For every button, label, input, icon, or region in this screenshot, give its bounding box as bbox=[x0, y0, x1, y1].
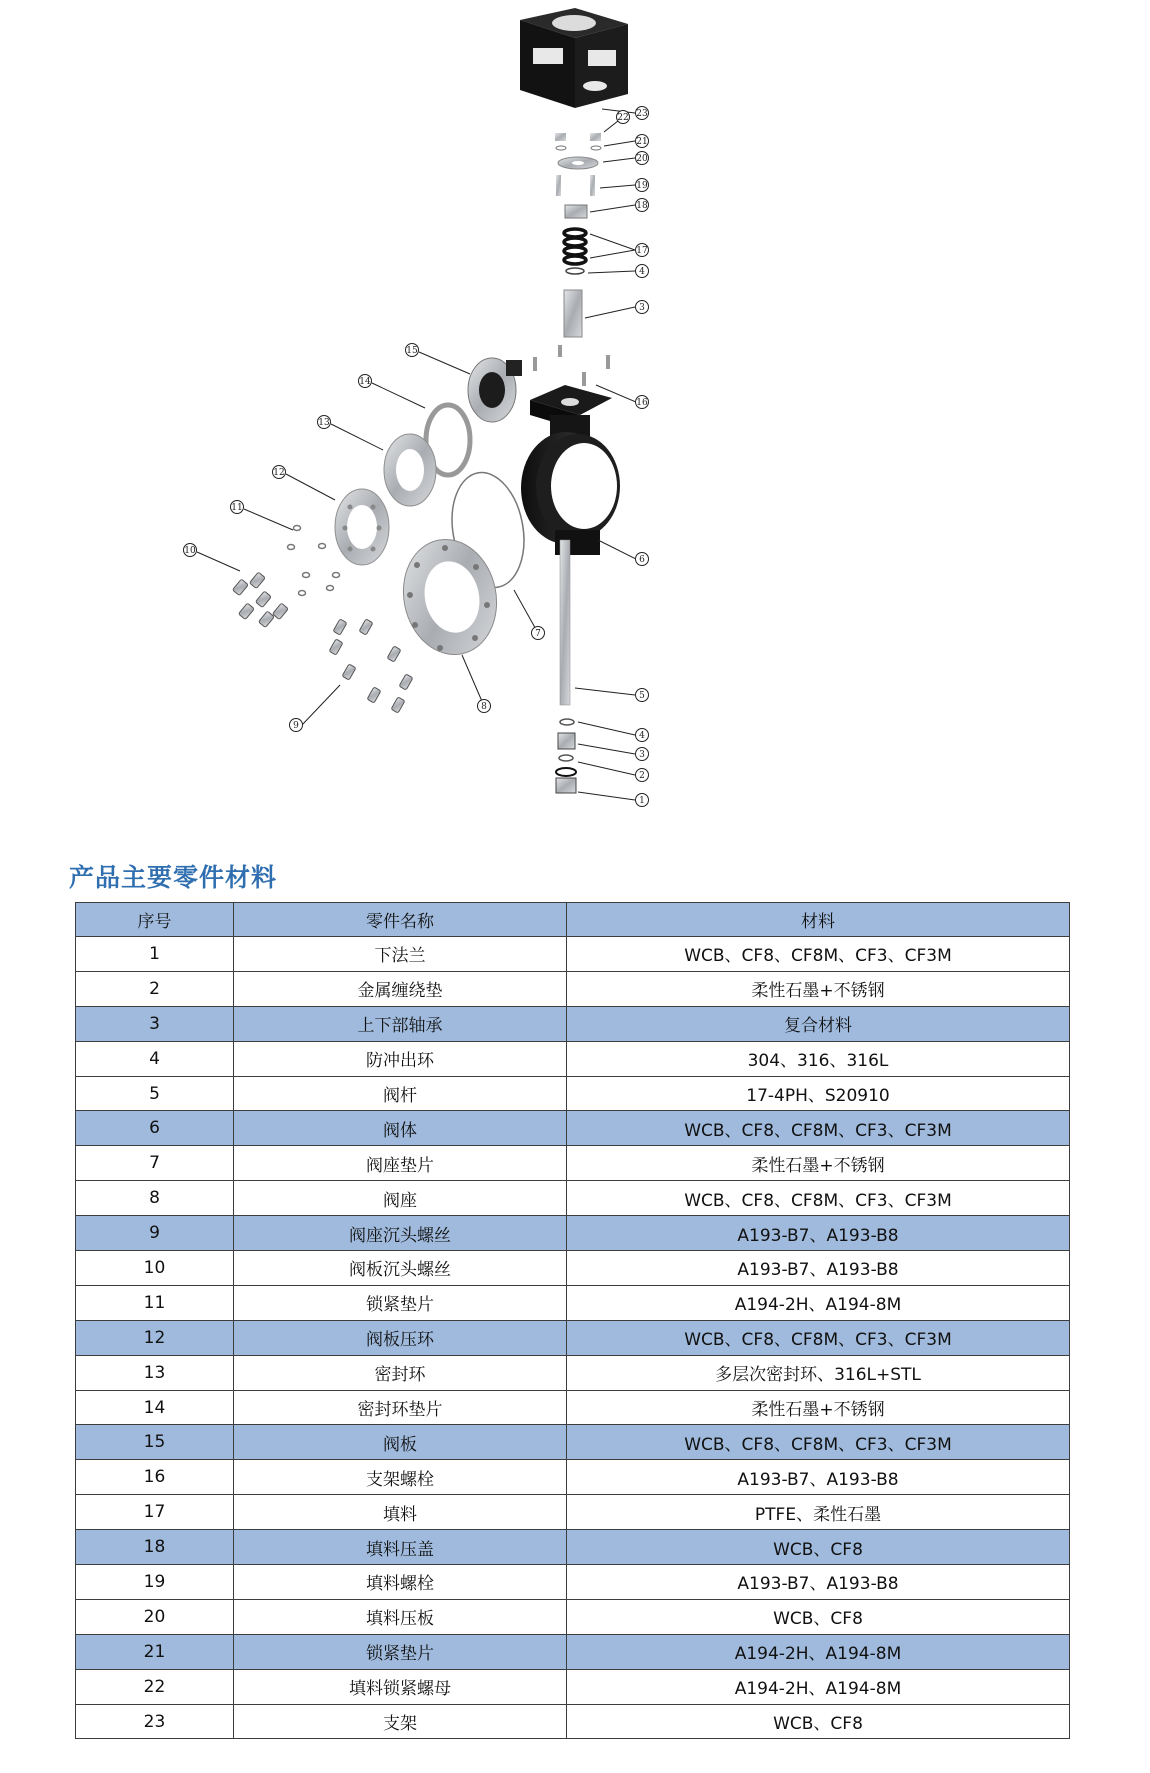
parts-material-table bbox=[75, 902, 1070, 1739]
cell-number: 11 bbox=[76, 1285, 234, 1320]
disc-screws-part bbox=[232, 572, 288, 628]
callout-3-lower: 3 bbox=[639, 750, 645, 760]
table-row bbox=[76, 1285, 1070, 1320]
cell-material: 复合材料 bbox=[567, 1006, 1070, 1041]
table-row bbox=[76, 1146, 1070, 1181]
cell-part-name: 金属缠绕垫 bbox=[234, 971, 567, 1006]
pressure-ring-part bbox=[335, 489, 389, 565]
lock-washers-part bbox=[288, 526, 340, 596]
valve-body-part bbox=[521, 385, 620, 555]
cell-part-name: 锁紧垫片 bbox=[234, 1285, 567, 1320]
table-header-row bbox=[76, 903, 1070, 937]
table-row bbox=[76, 1565, 1070, 1600]
cell-material: A194-2H、A194-8M bbox=[567, 1285, 1070, 1320]
table-row bbox=[76, 1355, 1070, 1390]
cell-part-name: 填料螺栓 bbox=[234, 1565, 567, 1600]
callout-15: 15 bbox=[406, 346, 418, 356]
callout-4-upper: 4 bbox=[639, 267, 645, 277]
cell-part-name: 阀板沉头螺丝 bbox=[234, 1251, 567, 1286]
cell-number: 6 bbox=[76, 1111, 234, 1146]
table-row bbox=[76, 1320, 1070, 1355]
callout-14: 14 bbox=[359, 377, 371, 387]
callout-22: 22 bbox=[617, 113, 629, 123]
callout-5: 5 bbox=[639, 691, 645, 701]
cell-material: WCB、CF8 bbox=[567, 1530, 1070, 1565]
cell-number: 15 bbox=[76, 1425, 234, 1460]
cell-material: 柔性石墨+不锈钢 bbox=[567, 1390, 1070, 1425]
bracket-part bbox=[520, 8, 628, 108]
table-row bbox=[76, 1390, 1070, 1425]
seat-part bbox=[393, 531, 507, 664]
callout-6: 6 bbox=[639, 555, 645, 565]
table-row bbox=[76, 1076, 1070, 1111]
cell-number: 8 bbox=[76, 1181, 234, 1216]
cell-number: 7 bbox=[76, 1146, 234, 1181]
cell-part-name: 密封环垫片 bbox=[234, 1390, 567, 1425]
cell-part-name: 支架 bbox=[234, 1704, 567, 1739]
callout-10: 10 bbox=[184, 546, 196, 556]
callout-20: 20 bbox=[636, 154, 648, 164]
cell-material: WCB、CF8、CF8M、CF3、CF3M bbox=[567, 1425, 1070, 1460]
cell-part-name: 阀杆 bbox=[234, 1076, 567, 1111]
callout-19: 19 bbox=[636, 181, 648, 191]
cell-part-name: 锁紧垫片 bbox=[234, 1634, 567, 1669]
header-part-name: 零件名称 bbox=[234, 903, 567, 937]
table-row bbox=[76, 1530, 1070, 1565]
callout-1: 1 bbox=[639, 796, 645, 806]
cell-number: 4 bbox=[76, 1041, 234, 1076]
callout-9: 9 bbox=[293, 721, 299, 731]
cell-part-name: 填料压板 bbox=[234, 1599, 567, 1634]
callout-11: 11 bbox=[231, 503, 243, 513]
cell-number: 16 bbox=[76, 1460, 234, 1495]
table-row bbox=[76, 1006, 1070, 1041]
header-material: 材料 bbox=[567, 903, 1070, 937]
seat-screws-part bbox=[329, 619, 413, 713]
callout-16: 16 bbox=[636, 398, 648, 408]
callout-23: 23 bbox=[636, 109, 648, 119]
upper-stem-stack bbox=[533, 133, 610, 386]
section-title: 产品主要零件材料 bbox=[69, 863, 278, 892]
cell-material: 304、316、316L bbox=[567, 1041, 1070, 1076]
table-row bbox=[76, 1216, 1070, 1251]
cell-material: A193-B7、A193-B8 bbox=[567, 1216, 1070, 1251]
callout-12: 12 bbox=[273, 468, 285, 478]
disc-part bbox=[468, 358, 522, 422]
cell-number: 19 bbox=[76, 1565, 234, 1600]
cell-material: A193-B7、A193-B8 bbox=[567, 1565, 1070, 1600]
table-body bbox=[76, 937, 1070, 1739]
cell-part-name: 阀座沉头螺丝 bbox=[234, 1216, 567, 1251]
lower-stack bbox=[556, 719, 576, 793]
cell-number: 10 bbox=[76, 1251, 234, 1286]
cell-material: WCB、CF8 bbox=[567, 1704, 1070, 1739]
callout-7: 7 bbox=[535, 629, 541, 639]
table-row bbox=[76, 1041, 1070, 1076]
table-row bbox=[76, 1669, 1070, 1704]
cell-part-name: 密封环 bbox=[234, 1355, 567, 1390]
table-row bbox=[76, 1599, 1070, 1634]
cell-number: 23 bbox=[76, 1704, 234, 1739]
callout-17: 17 bbox=[636, 246, 648, 256]
cell-part-name: 阀板压环 bbox=[234, 1320, 567, 1355]
cell-number: 12 bbox=[76, 1320, 234, 1355]
cell-material: 多层次密封环、316L+STL bbox=[567, 1355, 1070, 1390]
cell-material: WCB、CF8 bbox=[567, 1599, 1070, 1634]
cell-material: 柔性石墨+不锈钢 bbox=[567, 971, 1070, 1006]
cell-part-name: 填料压盖 bbox=[234, 1530, 567, 1565]
cell-material: WCB、CF8、CF8M、CF3、CF3M bbox=[567, 1111, 1070, 1146]
callout-21: 21 bbox=[636, 137, 648, 147]
cell-part-name: 下法兰 bbox=[234, 937, 567, 972]
table-row bbox=[76, 937, 1070, 972]
callout-4-lower: 4 bbox=[639, 731, 645, 741]
table-row bbox=[76, 1181, 1070, 1216]
cell-part-name: 阀座垫片 bbox=[234, 1146, 567, 1181]
table-row bbox=[76, 1251, 1070, 1286]
callout-8: 8 bbox=[481, 702, 487, 712]
table-row bbox=[76, 1634, 1070, 1669]
cell-part-name: 阀体 bbox=[234, 1111, 567, 1146]
cell-number: 21 bbox=[76, 1634, 234, 1669]
cell-number: 5 bbox=[76, 1076, 234, 1111]
cell-number: 22 bbox=[76, 1669, 234, 1704]
cell-part-name: 填料 bbox=[234, 1495, 567, 1530]
cell-part-name: 填料锁紧螺母 bbox=[234, 1669, 567, 1704]
cell-part-name: 阀座 bbox=[234, 1181, 567, 1216]
header-number: 序号 bbox=[76, 903, 234, 937]
callout-13: 13 bbox=[318, 418, 330, 428]
cell-part-name: 防冲出环 bbox=[234, 1041, 567, 1076]
callout-2: 2 bbox=[639, 771, 645, 781]
cell-material: 柔性石墨+不锈钢 bbox=[567, 1146, 1070, 1181]
cell-part-name: 阀板 bbox=[234, 1425, 567, 1460]
cell-number: 14 bbox=[76, 1390, 234, 1425]
cell-material: 17-4PH、S20910 bbox=[567, 1076, 1070, 1111]
cell-material: WCB、CF8、CF8M、CF3、CF3M bbox=[567, 937, 1070, 972]
cell-number: 1 bbox=[76, 937, 234, 972]
callout-3-upper: 3 bbox=[639, 303, 645, 313]
table-row bbox=[76, 1495, 1070, 1530]
table-row bbox=[76, 1111, 1070, 1146]
cell-number: 17 bbox=[76, 1495, 234, 1530]
callout-18: 18 bbox=[636, 201, 648, 211]
cell-material: PTFE、柔性石墨 bbox=[567, 1495, 1070, 1530]
cell-number: 18 bbox=[76, 1530, 234, 1565]
table-row bbox=[76, 971, 1070, 1006]
cell-material: WCB、CF8、CF8M、CF3、CF3M bbox=[567, 1181, 1070, 1216]
cell-material: WCB、CF8、CF8M、CF3、CF3M bbox=[567, 1320, 1070, 1355]
table-row bbox=[76, 1425, 1070, 1460]
cell-material: A193-B7、A193-B8 bbox=[567, 1460, 1070, 1495]
cell-number: 13 bbox=[76, 1355, 234, 1390]
exploded-valve-diagram bbox=[0, 0, 1150, 840]
cell-material: A194-2H、A194-8M bbox=[567, 1634, 1070, 1669]
cell-part-name: 上下部轴承 bbox=[234, 1006, 567, 1041]
cell-material: A193-B7、A193-B8 bbox=[567, 1251, 1070, 1286]
cell-material: A194-2H、A194-8M bbox=[567, 1669, 1070, 1704]
cell-part-name: 支架螺栓 bbox=[234, 1460, 567, 1495]
table-row bbox=[76, 1704, 1070, 1739]
table-row bbox=[76, 1460, 1070, 1495]
stem-part bbox=[560, 540, 570, 705]
cell-number: 2 bbox=[76, 971, 234, 1006]
cell-number: 9 bbox=[76, 1216, 234, 1251]
seal-ring-part bbox=[384, 434, 436, 506]
cell-number: 3 bbox=[76, 1006, 234, 1041]
cell-number: 20 bbox=[76, 1599, 234, 1634]
